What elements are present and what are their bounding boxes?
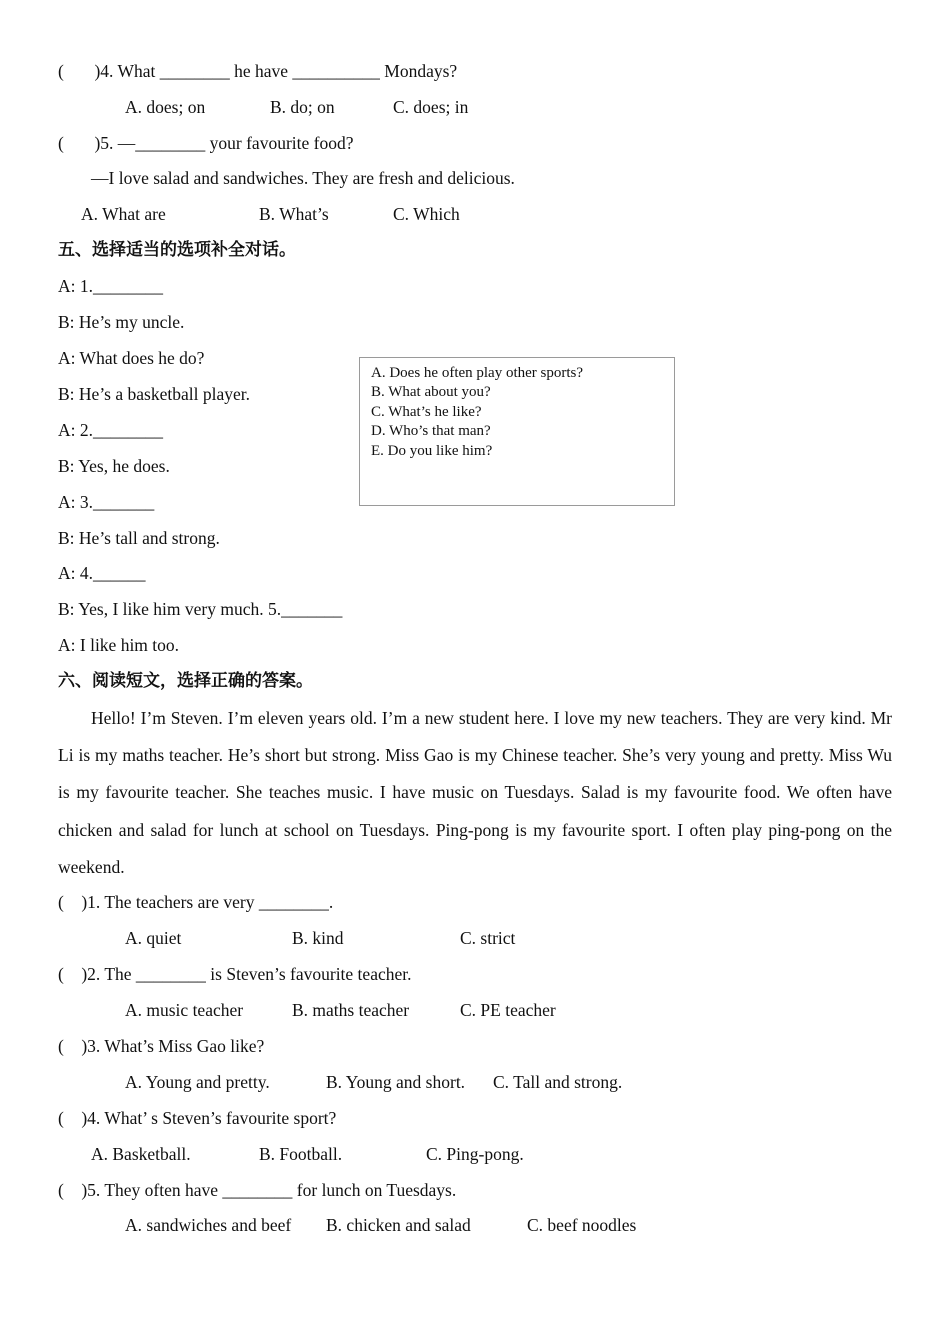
question-5-option-c: C. Which: [393, 204, 460, 224]
dialogue-line: B: Yes, he does.: [58, 456, 170, 476]
dialogue-line: B: He’s a basketball player.: [58, 384, 250, 404]
dialogue-line: A: 4.______: [58, 563, 146, 583]
question-4-option-b: B. do; on: [270, 97, 335, 117]
reading-question-2-option-c: C. PE teacher: [460, 1000, 556, 1020]
question-5-stem: ( )5. —________ your favourite food?: [58, 133, 354, 153]
reading-question-5-stem: ( )5. They often have ________ for lunch on Tuesdays.: [58, 1180, 457, 1200]
reading-question-4-option-b: B. Football.: [259, 1144, 343, 1164]
reading-question-3-option-a: A. Young and pretty.: [125, 1072, 270, 1092]
reading-question-3-option-c: C. Tall and strong.: [493, 1072, 623, 1092]
dialogue-line: A: What does he do?: [58, 348, 205, 368]
section-5-heading: 五、选择适当的选项补全对话。: [58, 240, 296, 260]
reading-question-2-stem: ( )2. The ________ is Steven’s favourite teacher.: [58, 964, 412, 984]
option-d: D. Who’s that man?: [371, 423, 491, 440]
reading-question-1-option-a: A. quiet: [125, 928, 182, 948]
reading-question-3-stem: ( )3. What’s Miss Gao like?: [58, 1036, 265, 1056]
reading-question-5-option-c: C. beef noodles: [527, 1215, 637, 1235]
dialogue-line: B: He’s my uncle.: [58, 312, 185, 332]
reading-question-2-option-b: B. maths teacher: [292, 1000, 410, 1020]
dialogue-line: A: 1.________: [58, 276, 163, 296]
reading-question-4-stem: ( )4. What’ s Steven’s favourite sport?: [58, 1108, 337, 1128]
reading-question-5-option-b: B. chicken and salad: [326, 1215, 471, 1235]
reading-question-1-option-c: C. strict: [460, 928, 516, 948]
dialogue-line: A: 2.________: [58, 420, 163, 440]
reading-question-3-option-b: B. Young and short.: [326, 1072, 466, 1092]
reading-question-4-option-a: A. Basketball.: [91, 1144, 191, 1164]
question-4-option-c: C. does; in: [393, 97, 469, 117]
question-5-reply: —I love salad and sandwiches. They are fresh and delicious.: [91, 168, 515, 188]
reading-question-1-option-b: B. kind: [292, 928, 344, 948]
dialogue-line: A: I like him too.: [58, 635, 180, 655]
option-b: B. What about you?: [371, 384, 491, 401]
reading-question-1-stem: ( )1. The teachers are very ________.: [58, 892, 334, 912]
reading-question-4-option-c: C. Ping-pong.: [426, 1144, 524, 1164]
question-5-option-b: B. What’s: [259, 204, 329, 224]
question-5-option-a: A. What are: [81, 204, 166, 224]
reading-passage-text: Hello! I’m Steven. I’m eleven years old. I’m a new student here. I love my new teachers. They are very kind. Mr Li is my maths teacher. He’s short but strong. Miss Gao is my Chinese teacher. She’s very young and pretty. Miss Wu is my favourite teacher. She teaches music. I have music on Tuesdays. Salad is my favourite food. We often have chicken and salad for lunch at school on Tuesdays. Ping-pong is my favourite sport. I often play ping-pong on the weekend.: [58, 708, 892, 877]
question-4-stem: ( )4. What ________ he have __________ Mondays?: [58, 61, 458, 81]
dialogue-line: A: 3._______: [58, 492, 155, 512]
option-a: A. Does he often play other sports?: [371, 365, 584, 381]
question-4-option-a: A. does; on: [125, 97, 206, 117]
option-e: E. Do you like him?: [371, 442, 493, 459]
dialogue-line: B: Yes, I like him very much. 5._______: [58, 599, 343, 619]
section-6-heading: 六、阅读短文，选择正确的答案。: [58, 671, 313, 691]
option-c: C. What’s he like?: [371, 403, 482, 420]
reading-question-5-option-a: A. sandwiches and beef: [125, 1215, 292, 1235]
dialogue-line: B: He’s tall and strong.: [58, 528, 220, 548]
reading-question-2-option-a: A. music teacher: [125, 1000, 244, 1020]
reading-passage: [58, 700, 892, 886]
options-box: [359, 357, 675, 506]
